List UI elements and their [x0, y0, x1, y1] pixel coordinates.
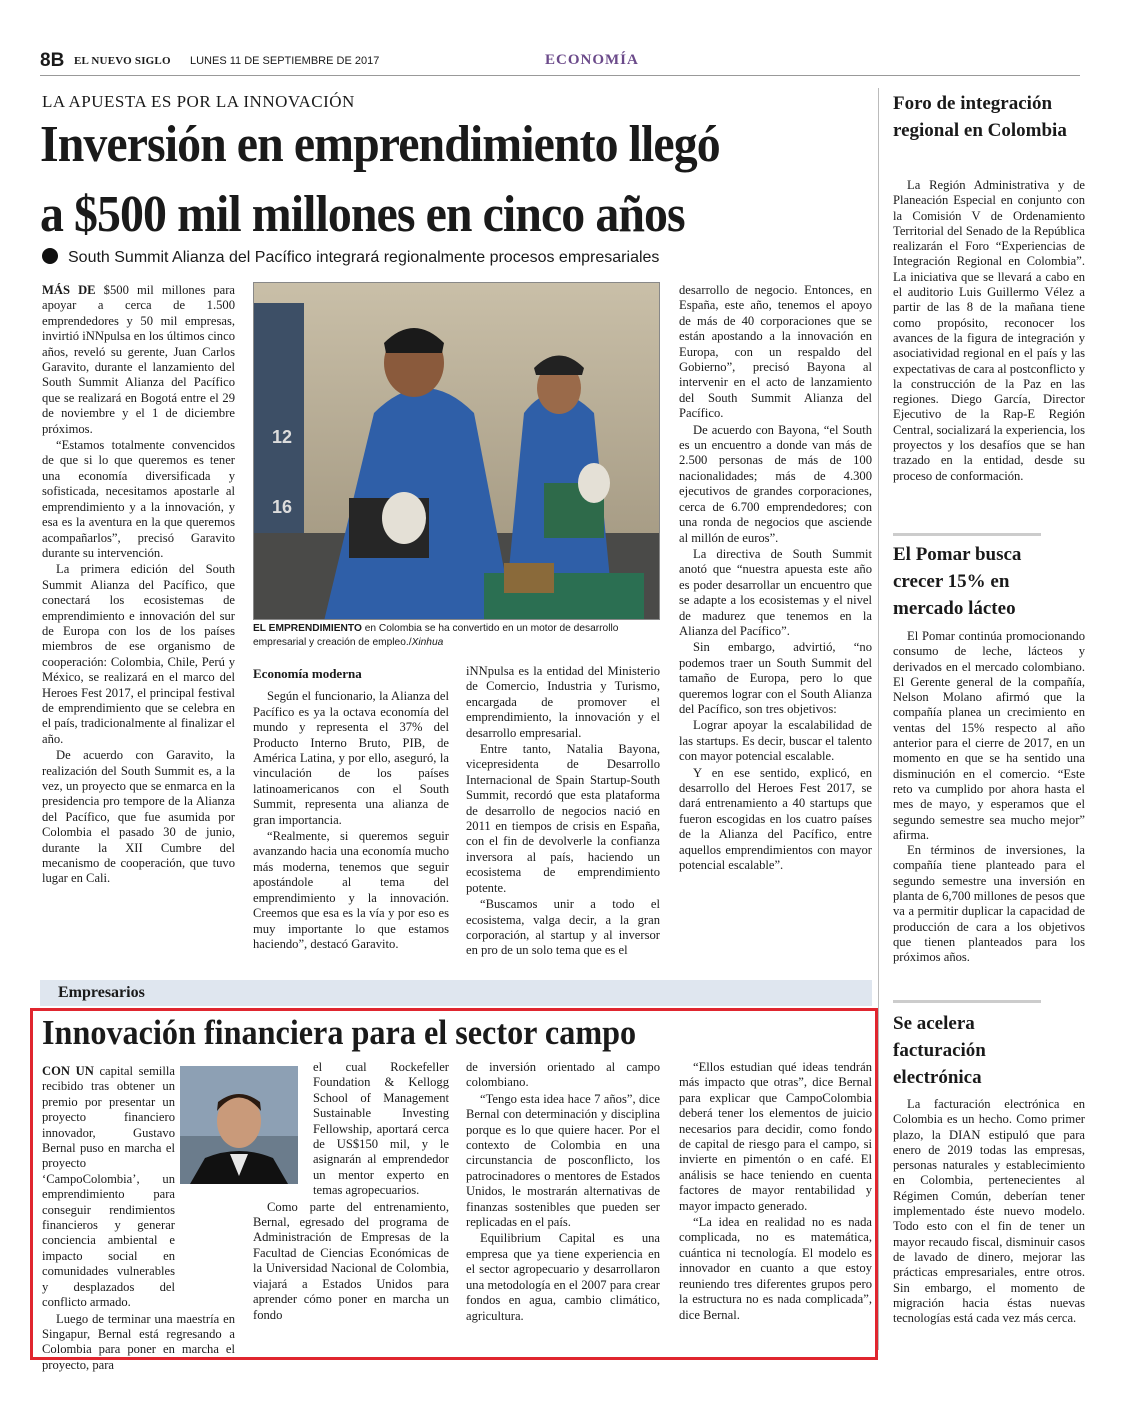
- paragraph: Entre tanto, Natalia Bayona, vicepresidenta de Desarrollo Internacional de Spain Startup-South Summit, recordó que esta plataforma de desarrollo de negocios nació en 2011 en tiempos de crisis en España, con el fin de devolverle la confianza inversora al país, haciendo un ecosistema de emprendimiento potente.: [466, 742, 660, 895]
- subhead-text: South Summit Alianza del Pacífico integrará regionalmente procesos empresariales: [68, 249, 660, 266]
- paragraph: Sin embargo, advirtió, “no podemos traer un South Summit del tamaño de Europa, pero lo que queremos lograr con el South Alianza del Pacífico, son tres objetivos:: [679, 640, 872, 716]
- sidebar-story-3-title: Se acelera facturación electrónica: [893, 1013, 986, 1088]
- section-band-label: Empresarios: [58, 984, 145, 1001]
- paragraph: Según el funcionario, la Alianza del Pacífico es ya la octava economía del mundo y representa el 37% del Producto Interno Bruto, PIB, de América Latina, y por ello, aseguró, la vinculación de los países latinoamericanos con el South Summit, representa una alianza de gran importancia.: [253, 689, 449, 827]
- paragraph: “Realmente, si queremos seguir avanzando hacia una economía mucho más moderna, tenemos que seguir apostándole al tema del emprendimiento y la innovación. Creemos que esa es la vía y por eso es muy importante lo que estamos haciendo”, destacó Garavito.: [253, 829, 449, 951]
- paragraph: Y en ese sentido, explicó, en desarrollo del Heroes Fest 2017, se dará entrenamiento a 40 startups que fueron escogidas en los cuatro países de la Alianza del Pacífico, entre aquellos emprendimientos con mayor potencial escalable”.: [679, 765, 872, 873]
- paragraph: La Región Administrativa y de Planeación Especial en conjunto con la Comisión V de Ordenamiento Territorial del Senado de la República realizarán el Foro “Experiencias de Integración Regional en Colombia”. La iniciativa que se llevará a cabo en el auditorio Luis Guillermo Vélez a partir de las 8 de la mañana tiene como propósito, reconocer los avances de la figura de integración y asociatividad regional en el país y las expectativas de cara al postconflicto y la construcción de la Paz en las regiones. Diego García, Director Ejecutivo de la Rap-E Región Central, socializará la experiencia, los proyectos y los desafíos que se han trazado en la entidad, desde su proceso de conformación.: [893, 178, 1085, 483]
- subhead: [42, 248, 659, 267]
- paragraph: de inversión orientado al campo colombiano.: [466, 1060, 660, 1090]
- article-kicker: LA APUESTA ES POR LA INNOVACIÓN: [42, 92, 355, 111]
- main-column-4: [679, 283, 872, 874]
- second-headline: Innovación financiera para el sector campo: [42, 1013, 637, 1052]
- paragraph: La primera edición del South Summit Alianza del Pacífico, que conectará los ecosistemas de emprendimiento e innovación del sur de Europa con los de los países miembros de ese organismo de cooperación: Colombia, Chile, Perú y México, se realizará en el marco del Heroes Fest 2017, el principal festival de emprendimiento que se celebra en el país, tradicionalmente al finalizar el año.: [42, 562, 236, 746]
- sidebar-separator: [893, 533, 1041, 536]
- photo-credit: Xinhua: [411, 637, 444, 648]
- sidebar-story-1-body: [893, 178, 1085, 484]
- paper-name: EL NUEVO SIGLO: [74, 55, 171, 67]
- paragraph: El Pomar continúa promocionando consumo de leche, lácteos y derivados en el mercado colombiano. El Gerente general de la compañía, Nelson Molano afirmó que la compañía planea un crecimiento en ventas del 15% respecto al año anterior para el cierre de 2017, en un momento en que se ha sentido una disminución en el comercio. “Este reto va cumplido por ahora hasta el mes de mayo, y esperamos que el segundo semestre sea mucho mejor” afirma.: [893, 629, 1085, 842]
- paragraph: “Estamos totalmente convencidos de que si lo que queremos es tener una economía diversificada y sofisticada, necesitamos apostarle al emprendimiento y a la innovación, y esa es la aventura en la que queremos acompañarlos”, precisó Garavito durante su intervención.: [42, 438, 235, 560]
- main-column-1: [42, 283, 235, 888]
- section-subtitle: Economía moderna: [253, 666, 362, 681]
- paragraph: iNNpulsa es la entidad del Ministerio de Comercio, Industria y Turismo, encargada de promover el emprendimiento, la innovación y el desarrollo empresarial.: [466, 664, 660, 740]
- paragraph: “Buscamos unir a todo el ecosistema, valga decir, a la gran corporación, al startup y al inversor en pro de un solo tema que es el: [466, 897, 660, 958]
- masthead: [40, 50, 1080, 76]
- paragraph: desarrollo de negocio. Entonces, en España, este año, tenemos el apoyo de más de 40 corporaciones que se están apostando a la innovación en Europa, con un respaldo del Gobierno”, precisó Bayona al intervenir en el acto de lanzamiento del South Summit Alianza del Pacífico.: [679, 283, 872, 421]
- lead-caps: CON UN: [42, 1064, 94, 1078]
- sidebar-divider: [878, 88, 879, 1350]
- second-column-3: [466, 1060, 660, 1325]
- svg-text:16: 16: [272, 497, 293, 517]
- caption-lead: EL EMPRENDIMIENTO: [253, 623, 362, 634]
- photo-caption: [253, 622, 663, 650]
- paragraph: En términos de inversiones, la compañía tiene planteado para el segundo semestre una inversión en planta de 6,700 millones de pesos que va a permitir duplicar la capacidad de producción de cara a los objetivos que tienen planteados para los próximos años.: [893, 843, 1085, 965]
- paragraph: CON UN capital semilla recibido tras obtener un premio por presentar un proyecto financiero innovador, Gustavo Bernal puso en marcha el proyecto ‘CampoColombia’, un emprendimiento para conseguir rendimientos financieros y generar conciencia ambiental e impacto social en comunidades vulnerables y desplazados del conflicto armado.: [42, 1064, 176, 1310]
- headline-line-2: a $500 mil millones en cinco años: [40, 186, 685, 243]
- paragraph: “La idea en realidad no es nada complicada, no es matemática, cuántica ni tecnología. El modelo es innovador en cuanto a que estoy reuniendo tres diferentes grupos pero la estructura no es nada complicada”, dice Bernal.: [679, 1215, 872, 1322]
- sidebar-separator: [893, 1000, 1041, 1003]
- paragraph: “Ellos estudian qué ideas tendrán más impacto que otras”, dice Bernal para explicar que CampoColombia deberá tener los elementos de juicio necesarios para decidir, como fondo de capital de riesgo para el campo, si invierte en pimentón o en café. El análisis se hace teniendo en cuenta factores de mayor rentabilidad y mayor impacto generado.: [679, 1060, 872, 1213]
- second-column-1: [42, 1064, 235, 1374]
- second-column-2: [253, 1060, 449, 1324]
- paragraph: Luego de terminar una maestría en Singapur, Bernal está regresando a Colombia para poner en marcha el proyecto, para: [42, 1311, 235, 1372]
- paragraph: La facturación electrónica en Colombia es un hecho. Como primer plazo, la DIAN estipuló que para enero de 2019 todas las empresas, personas naturales y establecimiento en Colombia, pertenecientes al Régimen Común, deberían tener implementado éste nuevo modelo. Todo esto con el fin de tener un mayor recaudo fiscal, disminuir casos de lavado de dinero, mejorar las prácticas empresariales, entre otros. Sin embargo, el momento de migración hacia éstas nuevas tecnologías está cada vez más cerca.: [893, 1097, 1085, 1326]
- svg-text:12: 12: [272, 427, 293, 447]
- paper-date: LUNES 11 DE SEPTIEMBRE DE 2017: [190, 55, 380, 67]
- workshop-photo-image: [254, 283, 660, 620]
- paragraph: el cual Rockefeller Foundation & Kellogg School of Management Sustainable Investing Fellowship, aportará cerca de US$150 mil, y le asignarán al emprendedor un mentor experto en temas agropecuarios.: [313, 1060, 449, 1198]
- paragraph: De acuerdo con Garavito, la realización del South Summit es, a la vez, un proyecto que se enmarca en la presidencia pro tempore de la Alianza del Pacífico, que fue asumida por Colombia el pasado 30 de junio, durante la XII Cumbre del mecanismo de cooperación, que tuvo lugar en Cali.: [42, 748, 235, 886]
- section-label: ECONOMÍA: [545, 52, 639, 68]
- paragraph: Como parte del entrenamiento, Bernal, egresado del programa de Administración de Empresas de la Facultad de Ciencias Económicas de la Universidad Nacional de Colombia, viajará a Estados Unidos para aprender cómo poner en marcha un fondo: [253, 1199, 449, 1322]
- sidebar-story-2-title: El Pomar busca crecer 15% en mercado lácteo: [893, 544, 1022, 619]
- main-headline: [40, 110, 804, 250]
- headline-line-1: Inversión en emprendimiento llegó: [40, 116, 720, 173]
- paragraph: La directiva de South Summit anotó que “nuestra apuesta este año es poder desarrollar un encuentro que se adapte a los ecosistemas y el nivel de madurez que tenemos en la Alianza del Pacífico”.: [679, 546, 872, 638]
- paragraph: Equilibrium Capital es una empresa que ya tiene experiencia en el sector agropecuario y desarrollaron una metodología en el 2007 para crear fondos en agua, cambio climático, agricultura.: [466, 1231, 660, 1323]
- page-number: 8B: [40, 50, 65, 71]
- caption-text: en Colombia se ha convertido en un motor de desarrollo empresarial y creación de empleo./: [253, 623, 619, 648]
- bullet-icon: [42, 248, 58, 264]
- paragraph: MÁS DE $500 mil millones para apoyar a cerca de 1.500 emprendedores y 50 mil empresas, invirtió iNNpulsa en los últimos cinco años, reveló su gerente, Juan Carlos Garavito, durante el lanzamiento del South Summit Alianza del Pacífico que se realizará en Bogotá entre el 29 de noviembre y el 1 de diciembre próximos.: [42, 283, 235, 436]
- paragraph: Lograr apoyar la escalabilidad de las startups. Es decir, buscar el talento con mayor potencial escalable.: [679, 718, 872, 764]
- article-photo: [253, 282, 660, 620]
- paragraph: De acuerdo con Bayona, “el South es un encuentro a donde van más de 2.500 personas de más de 100 nacionalidades; más de 4.300 ejecutivos de grandes corporaciones, cerca de 6.700 emprendedores; con una ronda de negocios que asciende al millón de euros”.: [679, 422, 872, 545]
- paragraph: “Tengo esta idea hace 7 años”, dice Bernal con determinación y disciplina porque es lo que quiere hacer. Por el contexto de Colombia en una circunstancia de posconflicto, los patrocinadores o mentores de Estados Unidos, le mostrarán alternativas de finanzas sostenibles que pueden ser replicadas en el país.: [466, 1091, 660, 1230]
- lead-caps: MÁS DE: [42, 283, 96, 297]
- section-band: [40, 980, 872, 1006]
- sidebar-story-1-title: Foro de integración regional en Colombia: [893, 93, 1067, 141]
- second-column-4: [679, 1060, 872, 1324]
- sidebar-story-2-body: [893, 629, 1085, 966]
- main-column-2: [253, 664, 449, 953]
- main-column-3: [466, 664, 660, 960]
- sidebar-story-3-body: [893, 1097, 1085, 1326]
